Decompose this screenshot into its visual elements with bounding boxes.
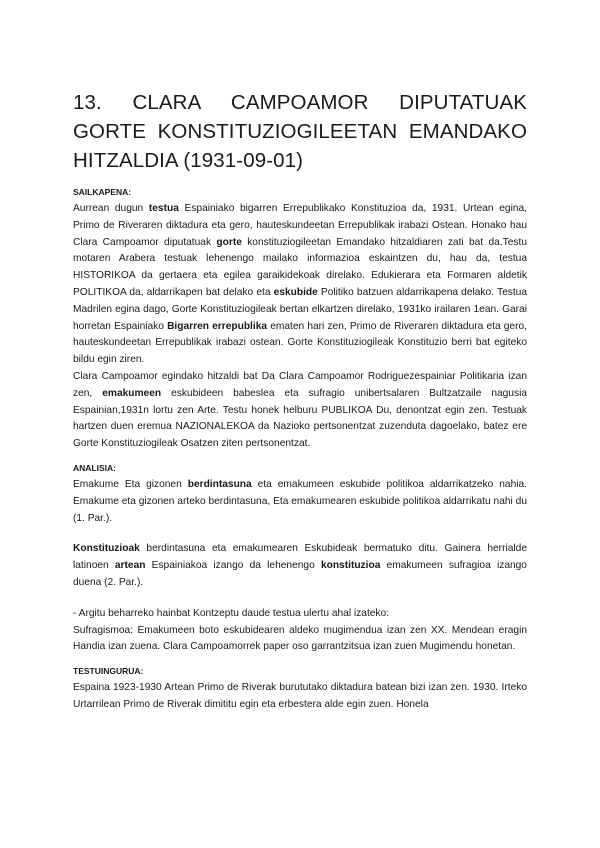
text-run: Aurrean dugun (73, 203, 149, 214)
document-page (73, 88, 527, 714)
spacer (73, 527, 527, 541)
text-run: - Argitu beharreko hainbat Kontzeptu daude testua ulertu ahal izateko: (73, 607, 390, 619)
section-heading-testuingurua: TESTUINGURUA: (73, 666, 144, 677)
document-title: 13. CLARA CAMPOAMOR DIPUTATUAK GORTE KONSTITUZIOGILEETAN EMANDAKO HITZALDIA (1931-09-01) (73, 91, 527, 172)
bold-text: gorte (216, 236, 242, 248)
bold-text: berdintasuna (187, 478, 252, 490)
paragraph (73, 680, 527, 714)
text-run: Sufragismoa: Emakumeen boto eskubidearen aldeko mugimendua izan zen XX. Mendean eragin Handia izan zuena. Clara Campoamorrek paper oso garrantzitsua izan zuen Mugimendu honetan. (73, 624, 527, 653)
text-run: Espainiako bigarren Errepublikako Konstituzioa da, 1931. Urtean egina, Primo de Riveraren diktadura eta gero, hauteskundeetan Errepublikak irabazi Ostean. Honako hau Clara Campoamor diputatuak (73, 203, 527, 248)
bold-text: eskubide (273, 286, 318, 298)
paragraph (73, 369, 527, 453)
section-heading-analisia: ANALISIA: (73, 462, 116, 473)
text-run: ematen hari zen, Primo de Riveraren diktadura eta gero, hauteskundeetan Errepublikak irabazi ostean. Gorte Konstituziogileak Konstituzio berri bat egiteko bildu egin ziren. (73, 320, 527, 366)
bold-text: artean (114, 560, 146, 572)
text-run: konstituziogileetan Emandako hitzaldiaren zati bat da.Testu motaren Arabera testuak lehenengo mailako informazioa eskaintzen du, hau da, testua HISTORIKOA da gertaera eta egilea garaikidekoak direlako. Edukierara eta Formaren aldetik POLITIKOA da, aldarrikapen bat delako eta (73, 236, 527, 298)
section-heading-sailkapena: SAILKAPENA: (73, 187, 132, 197)
text-run: Politiko batzuen aldarrikapena delako. Testua Madrilen egina dago, Gorte Konstituziogileak bertan elkartzen direlako, 1931ko irailaren 1ean. Garai horretan Espainiako (73, 286, 527, 332)
text-run: Clara Campoamor egindako hitzaldi bat Da Clara Campoamor Rodriguezespainiar Politikaria izan zen, (73, 370, 527, 399)
bold-text: testua (148, 203, 179, 214)
paragraph (73, 541, 527, 591)
paragraph (73, 606, 527, 623)
paragraph (73, 477, 527, 527)
text-run: emakumeen sufragioa izango duena (2. Par.). (73, 560, 527, 588)
bold-text: emakumeen (102, 387, 162, 399)
text-run: Espaina 1923-1930 Artean Primo de Riverak burututako diktadura batean bizi izan zen. 1930. Irteko Urtarrilean Primo de Riverak dimititu egin eta erbestera alde egin zuen. Honela (73, 682, 527, 710)
text-run: eskubideen babeslea eta sufragio unibertsalaren Bultzatzaile nagusia Espainian,1931n lortu zen Arte. Testu honek helburu PUBLIKOA Du, denontzat egin zen. Testuak hartzen duen eremua NAZIONALEKOA da Nazioko pertsonentzat zuzenduta dagoelako, batez ere Gorte Konstituziogileak Osatzen ziten pertsonentzat. (73, 387, 527, 450)
bold-text: konstituzioa (320, 560, 381, 572)
paragraph (73, 623, 527, 657)
bold-text: Bigarren errepublika (167, 320, 268, 332)
text-run: berdintasuna eta emakumearen Eskubideak bermatuko ditu. Gainera herrialde latinoen (73, 543, 527, 572)
text-run: Emakume Eta gizonen (73, 478, 188, 490)
paragraph (73, 201, 527, 369)
text-run: Espainiakoa izango da lehenengo (145, 560, 321, 572)
text-run: eta emakumeen eskubide politikoa aldarrikatzeko nahia. Emakume eta gizonen arteko berdintasuna, Eta emakumearen eskubide politikoa aldarrikatu nahi du (1. Par.). (73, 478, 527, 524)
bold-text: Konstituzioak (73, 543, 140, 555)
spacer (73, 592, 527, 606)
